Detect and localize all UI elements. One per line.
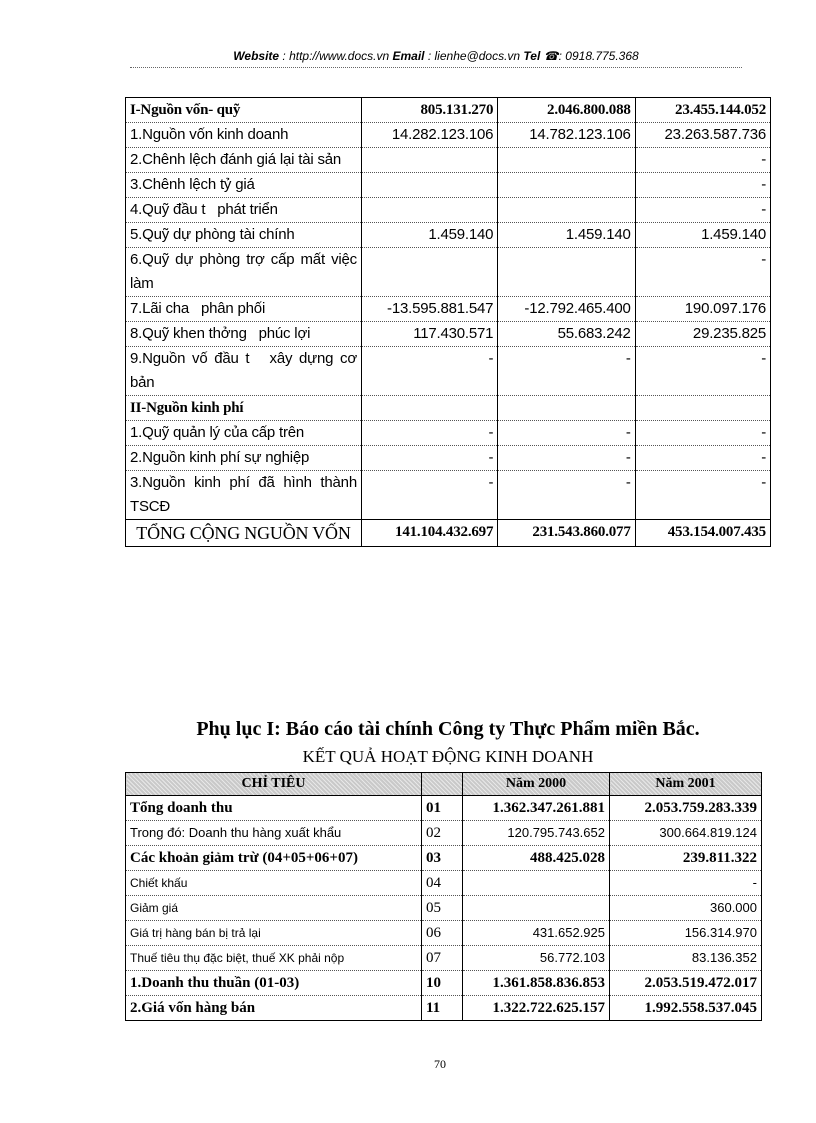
table-header-row <box>126 773 762 796</box>
value-2001: 83.136.352 <box>610 946 762 971</box>
row-label: 1.Doanh thu thuần (01-03) <box>126 971 422 996</box>
value-col2 <box>498 396 635 421</box>
value-col3: - <box>635 347 770 396</box>
value-col3: - <box>635 421 770 446</box>
appendix-subtitle: KẾT QUẢ HOẠT ĐỘNG KINH DOANH <box>302 747 594 766</box>
value-2000: 1.362.347.261.881 <box>463 796 610 821</box>
table-row <box>126 971 762 996</box>
value-col3: - <box>635 446 770 471</box>
row-label: Các khoản giảm trừ (04+05+06+07) <box>126 846 422 871</box>
value-col2: -12.792.465.400 <box>498 297 635 322</box>
value-2000: 488.425.028 <box>463 846 610 871</box>
row-label: 3.Nguồn kinh phí đã hình thành TSCĐ <box>126 471 362 520</box>
tel-label: Tel <box>523 49 541 63</box>
row-code: 01 <box>422 796 463 821</box>
value-col2: - <box>498 471 635 520</box>
value-col3: 29.235.825 <box>635 322 770 347</box>
table-row <box>126 996 762 1021</box>
value-col3: 23.455.144.052 <box>635 98 770 123</box>
row-label: I-Nguồn vốn- quỹ <box>126 98 362 123</box>
value-col2: 2.046.800.088 <box>498 98 635 123</box>
table-row <box>126 173 771 198</box>
table-row <box>126 148 771 173</box>
table-row <box>126 396 771 421</box>
table-row <box>126 198 771 223</box>
value-2000: 1.361.858.836.853 <box>463 971 610 996</box>
table-row <box>126 946 762 971</box>
header-code <box>422 773 463 796</box>
value-col3: - <box>635 198 770 223</box>
value-col2: - <box>498 421 635 446</box>
value-col1 <box>361 198 497 223</box>
table-row <box>126 322 771 347</box>
row-label: 7.Lãi cha phân phối <box>126 297 362 322</box>
value-2001: 1.992.558.537.045 <box>610 996 762 1021</box>
row-label: Chiết khấu <box>126 871 422 896</box>
value-2001: 156.314.970 <box>610 921 762 946</box>
row-label: II-Nguồn kinh phí <box>126 396 362 421</box>
value-col2 <box>498 173 635 198</box>
table-row <box>126 471 771 520</box>
table-row <box>126 446 771 471</box>
row-label: 1.Nguồn vốn kinh doanh <box>126 123 362 148</box>
total-row <box>126 520 771 547</box>
value-col1: 805.131.270 <box>361 98 497 123</box>
website-label: Website <box>233 49 280 63</box>
row-code: 04 <box>422 871 463 896</box>
table-row <box>126 421 771 446</box>
header-divider <box>130 67 742 68</box>
table-row <box>126 921 762 946</box>
table-row <box>126 123 771 148</box>
table-row <box>126 297 771 322</box>
row-label: Trong đó: Doanh thu hàng xuất khẩu <box>126 821 422 846</box>
total-label: TỔNG CỘNG NGUỒN VỐN <box>126 520 362 547</box>
total-col3: 453.154.007.435 <box>635 520 770 547</box>
row-label: 9.Nguồn vố đầu t xây dựng cơ bản <box>126 347 362 396</box>
value-col1 <box>361 173 497 198</box>
table-row <box>126 347 771 396</box>
value-col1: - <box>361 347 497 396</box>
value-2000: 1.322.722.625.157 <box>463 996 610 1021</box>
row-code: 03 <box>422 846 463 871</box>
value-col1: - <box>361 421 497 446</box>
value-col3: - <box>635 471 770 520</box>
row-label: Thuế tiêu thụ đặc biệt, thuế XK phải nộp <box>126 946 422 971</box>
value-col3: - <box>635 248 770 297</box>
table-row <box>126 821 762 846</box>
row-label: 3.Chênh lệch tỷ giá <box>126 173 362 198</box>
appendix-title: Phụ lục I: Báo cáo tài chính Công ty Thực Phẩm miền Bắc. <box>196 718 700 740</box>
value-2001: 300.664.819.124 <box>610 821 762 846</box>
value-2001: 360.000 <box>610 896 762 921</box>
value-col2: 1.459.140 <box>498 223 635 248</box>
row-code: 05 <box>422 896 463 921</box>
total-col1: 141.104.432.697 <box>361 520 497 547</box>
value-2001: 2.053.519.472.017 <box>610 971 762 996</box>
value-col1: -13.595.881.547 <box>361 297 497 322</box>
value-col1: - <box>361 471 497 520</box>
value-col1: 1.459.140 <box>361 223 497 248</box>
value-col3: 190.097.176 <box>635 297 770 322</box>
value-2000 <box>463 871 610 896</box>
value-col3: - <box>635 173 770 198</box>
email-address: : lienhe@docs.vn <box>427 49 521 63</box>
phone-icon: ☎ <box>543 49 559 63</box>
value-2000: 56.772.103 <box>463 946 610 971</box>
row-label: Giá trị hàng bán bị trả lại <box>126 921 422 946</box>
value-2000 <box>463 896 610 921</box>
value-col1: 14.282.123.106 <box>361 123 497 148</box>
table-row <box>126 796 762 821</box>
value-col1 <box>361 396 497 421</box>
business-results-table <box>125 772 762 1021</box>
row-label: 2.Nguồn kinh phí sự nghiệp <box>126 446 362 471</box>
table-row <box>126 223 771 248</box>
value-col2 <box>498 198 635 223</box>
table-row <box>126 248 771 297</box>
row-label: Giảm giá <box>126 896 422 921</box>
value-col2 <box>498 248 635 297</box>
row-label: 2.Chênh lệch đánh giá lại tài sản <box>126 148 362 173</box>
header-item: CHỈ TIÊU <box>126 773 422 796</box>
value-col1 <box>361 148 497 173</box>
table-row <box>126 896 762 921</box>
header-2001: Năm 2001 <box>610 773 762 796</box>
row-code: 07 <box>422 946 463 971</box>
value-col2: - <box>498 446 635 471</box>
row-code: 11 <box>422 996 463 1021</box>
value-col1 <box>361 248 497 297</box>
email-label: Email <box>392 49 425 63</box>
tel-number: : 0918.775.368 <box>558 49 639 63</box>
value-col2: 14.782.123.106 <box>498 123 635 148</box>
value-col3: - <box>635 148 770 173</box>
row-label: 1.Quỹ quản lý của cấp trên <box>126 421 362 446</box>
capital-sources-table <box>125 97 771 547</box>
row-label: 8.Quỹ khen thởng phúc lợi <box>126 322 362 347</box>
value-col2: 55.683.242 <box>498 322 635 347</box>
row-label: 2.Giá vốn hàng bán <box>126 996 422 1021</box>
value-col2 <box>498 148 635 173</box>
row-label: Tổng doanh thu <box>126 796 422 821</box>
header-2000: Năm 2000 <box>463 773 610 796</box>
value-col1: - <box>361 446 497 471</box>
value-2000: 120.795.743.652 <box>463 821 610 846</box>
value-2001: 2.053.759.283.339 <box>610 796 762 821</box>
total-col2: 231.543.860.077 <box>498 520 635 547</box>
value-col3: 23.263.587.736 <box>635 123 770 148</box>
page-number: 70 <box>434 1057 446 1071</box>
page-header <box>130 49 742 63</box>
value-2001: 239.811.322 <box>610 846 762 871</box>
value-2000: 431.652.925 <box>463 921 610 946</box>
row-label: 5.Quỹ dự phòng tài chính <box>126 223 362 248</box>
value-col1: 117.430.571 <box>361 322 497 347</box>
table-row <box>126 871 762 896</box>
table-row <box>126 98 771 123</box>
value-2001: - <box>610 871 762 896</box>
table-row <box>126 846 762 871</box>
row-label: 4.Quỹ đầu t phát triển <box>126 198 362 223</box>
value-col3: 1.459.140 <box>635 223 770 248</box>
value-col2: - <box>498 347 635 396</box>
row-code: 02 <box>422 821 463 846</box>
row-code: 06 <box>422 921 463 946</box>
website-url: : http://www.docs.vn <box>282 49 390 63</box>
row-code: 10 <box>422 971 463 996</box>
row-label: 6.Quỹ dự phòng trợ cấp mất việc làm <box>126 248 362 297</box>
value-col3 <box>635 396 770 421</box>
